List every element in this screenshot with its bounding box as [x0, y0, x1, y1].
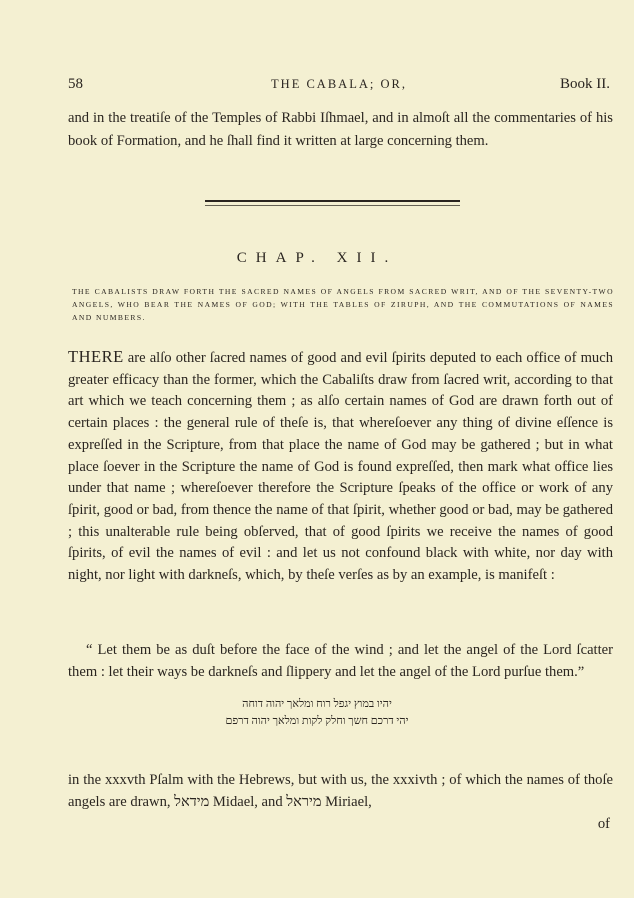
top-paragraph: and in the treatiſe of the Temples of Rabbi Iſhmael, and in almoſt all the commentaries of his book of Formation, and he ſhall find it written at large concerning them.: [68, 110, 613, 149]
book-label: Book II.: [560, 76, 610, 92]
page-number: 58: [68, 76, 83, 92]
running-head: [68, 76, 610, 98]
section-divider-thin: [205, 205, 460, 206]
paragraph-opener: THERE: [68, 347, 124, 366]
body-paragraph: [68, 346, 613, 587]
catchword: of: [597, 816, 610, 832]
hebrew-verse: [0, 696, 634, 730]
hebrew-line-2: יהי דרכם חשך וחלק לקות ומלאך יהוה דרפם: [225, 715, 409, 727]
running-title: THE CABALA; OR,: [271, 77, 407, 91]
chapter-title: CHAP. XII.: [236, 250, 398, 266]
bottom-paragraph: in the xxxvth Pſalm with the Hebrews, but with us, the xxxivth ; of which the names of thoſe angels are drawn, מידאל Midael, and מיראל Miriael,: [68, 772, 613, 810]
hebrew-line-1: יהיו במוץ יגפל רוח ומלאך יהוה דוחה: [242, 698, 392, 710]
section-divider-thick: [205, 200, 460, 202]
chapter-summary: THE CABALISTS DRAW FORTH THE SACRED NAMES OF ANGELS FROM SACRED WRIT, AND OF THE SEVENTY-TWO ANGELS, WHO BEAR THE NAMES OF GOD; WITH THE TABLES OF ZIRUPH, AND THE COMMUTATIONS OF NAMES AND NUMBERS.: [72, 287, 614, 322]
body-text: are alſo other ſacred names of good and evil ſpirits deputed to each office of much greater efficacy than the former, which the Cabaliſts draw from ſacred writ, according to that art which we teach concerning them ; as alſo certain names of God are drawn forth out of certain places : the general rule of theſe is, that whereſoever any thing of divine eſſence is expreſſed in the Scripture, from that place the name of God may be gathered ; but in what place ſoever in the Scripture the name of God is found expreſſed, then mark what office lies under that name ; whereſoever therefore the Scripture ſpeaks of the office or work of any ſpirit, good or bad, from thence the name of that ſpirit, whether good or bad, may be gathered ; this unalterable rule being obſerved, that of good ſpirits we receive the names of good ſpirits, of evil the names of evil : and let us not confound black with white, nor day with night, nor light with darkneſs, which, by theſe verſes as by an example, is manifeſt :: [68, 350, 613, 584]
scripture-quote: “ Let them be as duſt before the face of the wind ; and let the angel of the Lord ſcatter them : let their ways be darkneſs and ſlippery and let the angel of the Lord purſue them.”: [68, 642, 613, 680]
